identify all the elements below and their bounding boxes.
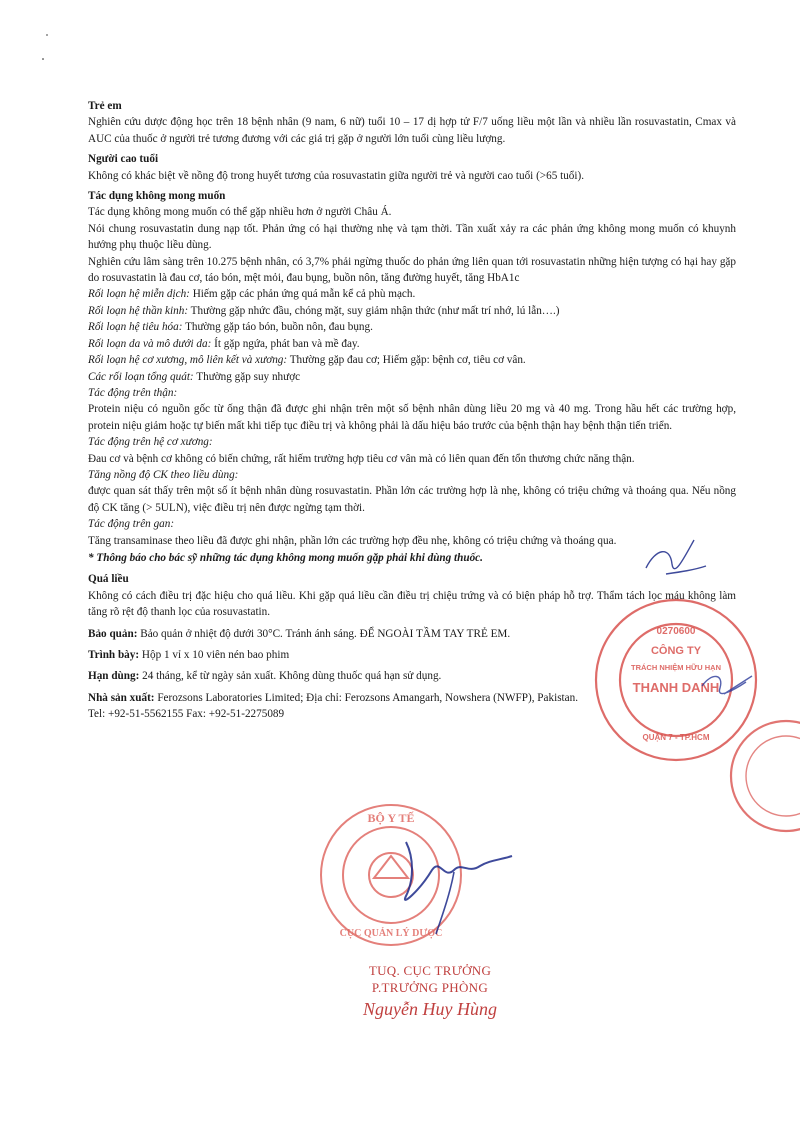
item-da bbox=[88, 336, 736, 352]
paragraph-tac-dong-gan: Tăng transaminase theo liều đã được ghi nhận, phần lớn các trường hợp đều nhẹ, không có triệu chứng và thoáng qua. bbox=[88, 534, 617, 547]
paragraph-tac-dong-co-xuong: Đau cơ và bệnh cơ không có biến chứng, rất hiếm trường hợp tiêu cơ vân mà có liên quan đến tổn thương chức năng thận. bbox=[88, 452, 635, 465]
contact-line: Tel: +92-51-5562155 Fax: +92-51-2275089 bbox=[88, 708, 285, 721]
storage-label: Bảo quản: bbox=[88, 627, 138, 640]
heading-tac-dung: Tác dụng không mong muốn bbox=[88, 190, 226, 203]
ministry-stamp-top: BỘ Y TẾ bbox=[367, 811, 415, 825]
item-text: Ít gặp ngứa, phát ban và mề đay. bbox=[211, 337, 360, 350]
heading-tre-em: Trẻ em bbox=[88, 100, 122, 112]
stamp-type: TRÁCH NHIỆM HỮU HẠN bbox=[631, 663, 721, 672]
item-text: Thường gặp suy nhược bbox=[193, 370, 301, 383]
item-than-kinh bbox=[88, 303, 736, 319]
shelf-life-text: 24 tháng, kể từ ngày sản xuất. Không dùng thuốc quá hạn sử dụng. bbox=[139, 670, 442, 683]
item-mien-dich bbox=[88, 286, 736, 302]
signoff-position: P.TRƯỞNG PHÒNG bbox=[371, 980, 489, 995]
item-label: Rối loạn hệ tiêu hóa: bbox=[88, 321, 183, 334]
stamp-name: THANH DANH bbox=[632, 680, 720, 695]
paragraph-tac-dong-than: Protein niệu có nguồn gốc từ ống thận đã được ghi nhận trên một số bệnh nhân dùng liều 20 mg và 40 mg. Trong hầu hết các trường hợp, protein niệu giảm hoặc tự biến mất khi tiếp tục điều trị và không phải là dấu hiệu báo trước của bệnh thận hay bệnh thận tiến triển. bbox=[88, 403, 736, 432]
scan-speck bbox=[42, 58, 44, 60]
presentation-text: Hộp 1 vỉ x 10 viên nén bao phim bbox=[139, 649, 290, 661]
presentation-label: Trình bày: bbox=[88, 649, 140, 661]
item-text: Thường gặp táo bón, buồn nôn, đau bụng. bbox=[182, 321, 373, 334]
notice-doctor: * Thông báo cho bác sỹ những tác dụng không mong muốn gặp phải khi dùng thuốc. bbox=[88, 551, 483, 564]
signoff-name: Nguyễn Huy Hùng bbox=[363, 999, 497, 1019]
ministry-stamp-bottom: CỤC QUẢN LÝ DƯỢC bbox=[339, 928, 443, 939]
heading-qua-lieu: Quá liều bbox=[88, 573, 129, 586]
official-signature bbox=[370, 830, 520, 940]
approval-signature bbox=[636, 528, 712, 588]
label-tang-ck: Tăng nồng độ CK theo liều dùng: bbox=[88, 468, 239, 481]
paragraph-tac-dung-1: Tác dụng không mong muốn có thể gặp nhiều hơn ở người Châu Á. bbox=[88, 206, 392, 219]
stamp-company: CÔNG TY bbox=[650, 645, 702, 657]
paragraph-qua-lieu: Không có cách điều trị đặc hiệu cho quá liều. Khi gặp quá liều cần điều trị chiệu trứng và có biện pháp hỗ trợ. Thẩm tách lọc máu không làm tăng rõ rệt độ thanh lọc của rosuvastatin. bbox=[88, 589, 736, 619]
paragraph-tac-dung-3: Nghiên cứu lâm sàng trên 10.275 bệnh nhân, có 3,7% phải ngừng thuốc do phản ứng liên quan tới rosuvastatin những hiện tượng có hại hay gặp do rosuvastatin là đau cơ, táo bón, mệt mỏi, đau bụng, buồn nôn, tăng đường huyết, tăng HbA1c bbox=[88, 255, 736, 285]
signoff-title: TUQ. CỤC TRƯỞNG bbox=[368, 963, 492, 978]
heading-nguoi-cao-tuoi: Người cao tuổi bbox=[88, 153, 159, 166]
item-tong-quat bbox=[88, 369, 736, 385]
item-text: Thường gặp nhức đầu, chóng mặt, suy giảm nhận thức (như mất trí nhớ, lú lẫn….) bbox=[188, 304, 560, 317]
label-tac-dong-than: Tác động trên thận: bbox=[88, 386, 178, 399]
stamp-code: 0270600 bbox=[656, 626, 696, 637]
label-tac-dong-co-xuong: Tác động trên hệ cơ xương: bbox=[88, 436, 213, 449]
item-co-xuong bbox=[88, 352, 736, 368]
item-label: Rối loạn hệ thần kinh: bbox=[88, 304, 189, 317]
item-tieu-hoa bbox=[88, 319, 736, 335]
item-label: Rối loạn hệ miễn dịch: bbox=[88, 288, 190, 301]
storage-text: Bảo quản ở nhiệt độ dưới 30°C. Tránh ánh sáng. ĐỂ NGOÀI TẦM TAY TRẺ EM. bbox=[137, 627, 511, 640]
item-label: Rối loạn hệ cơ xương, mô liên kết và xương: bbox=[88, 354, 288, 367]
manufacturer-text: Ferozsons Laboratories Limited; Địa chỉ: Ferozsons Amangarh, Nowshera (NWFP), Pakistan. bbox=[154, 691, 579, 704]
item-label: Rối loạn da và mô dưới da: bbox=[88, 337, 212, 350]
item-text: Hiếm gặp các phản ứng quá mẫn kể cả phù mạch. bbox=[189, 288, 416, 301]
item-label: Các rối loạn tổng quát: bbox=[88, 370, 194, 383]
paragraph-tang-ck: được quan sát thấy trên một số ít bệnh nhân dùng rosuvastatin. Phần lớn các trường hợp là nhẹ, không có triệu chứng và thoáng qua. Nếu nồng độ CK tăng (> 5ULN), việc điều trị nên được ngừng tạm thời. bbox=[88, 485, 736, 514]
paragraph-nguoi-cao-tuoi: Không có khác biệt về nồng độ trong huyết tương của rosuvastatin giữa người trẻ và người cao tuổi (>65 tuổi). bbox=[88, 169, 585, 182]
item-text: Thường gặp đau cơ; Hiếm gặp: bệnh cơ, tiêu cơ vân. bbox=[287, 354, 526, 367]
manufacturer-label: Nhà sản xuất: bbox=[88, 691, 155, 704]
scan-speck bbox=[46, 34, 48, 36]
stamp-district: QUẬN 7 - TP.HCM bbox=[642, 733, 710, 742]
paragraph-tre-em: Nghiên cứu dược động học trên 18 bệnh nhân (9 nam, 6 nữ) tuổi 10 – 17 dị hợp tử F/7 uống liều một lần và nhiều lần rosuvastatin, Cmax và AUC của thuốc ở người trẻ tương đương với các giá trị gặp ở người lớn tuổi cùng liều lượng. bbox=[88, 116, 736, 145]
shelf-life-label: Hạn dùng: bbox=[88, 670, 140, 683]
partial-stamp bbox=[716, 716, 800, 836]
signoff-block bbox=[300, 962, 560, 1021]
label-tac-dong-gan: Tác động trên gan: bbox=[88, 518, 175, 531]
paragraph-tac-dung-2: Nói chung rosuvastatin dung nạp tốt. Phản ứng có hại thường nhẹ và tạm thời. Tần xuất xảy ra các phản ứng không mong muốn có khuynh hướng phụ thuộc liều dùng. bbox=[88, 222, 736, 252]
